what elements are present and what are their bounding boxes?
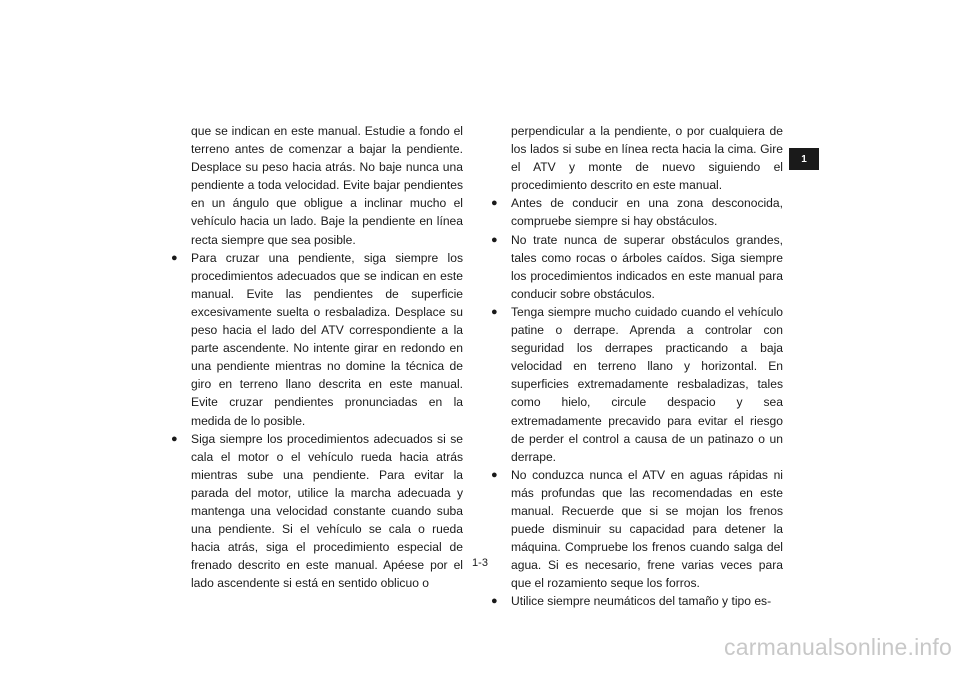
left-column xyxy=(171,122,463,592)
bullet-item xyxy=(491,231,783,303)
bullet-icon: ● xyxy=(491,233,498,246)
watermark: carmanualsonline.info xyxy=(724,634,952,660)
bullet-icon: ● xyxy=(491,305,498,318)
bullet-text: Antes de conducir en una zona desconocida, compruebe siempre si hay obstáculos. xyxy=(511,196,783,229)
bullet-text: No trate nunca de superar obstáculos grandes, tales como rocas o árboles caídos. Siga siempre los procedimientos indicados en este manual para conducir sobre obstáculos. xyxy=(511,232,783,301)
bullet-item xyxy=(171,249,463,430)
bullet-item xyxy=(491,303,783,466)
bullet-text: Tenga siempre mucho cuidado cuando el vehículo patine o derrape. Aprenda a controlar con seguridad los derrapes practicando a baja velocidad en terreno llano y horizontal. En superficies extremadamente resbaladizas, tales como hielo, circule despacio y sea extremadamente precavido para evitar el riesgo de perder el control a causa de un patinazo o un derrape. xyxy=(511,304,783,464)
chapter-tab: 1 xyxy=(789,148,819,170)
bullet-item xyxy=(491,466,783,593)
bullet-item xyxy=(491,194,783,230)
bullet-text: Utilice siempre neumáticos del tamaño y tipo es- xyxy=(511,594,772,609)
left-intro-paragraph: que se indican en este manual. Estudie a fondo el terreno antes de comenzar a bajar la pendiente. Desplace su peso hacia atrás. No baje nunca una pendiente a toda velocidad. Evite bajar pendientes en un ángulo que obligue a inclinar mucho el vehículo hacia un lado. Baje la pendiente en línea recta siempre que sea posible. xyxy=(191,124,463,247)
bullet-icon: ● xyxy=(171,251,178,264)
bullet-item xyxy=(491,592,783,610)
bullet-text: Para cruzar una pendiente, siga siempre los procedimientos adecuados que se indican en este manual. Evite las pendientes de superficie excesivamente suelta o resbaladiza. Desplace su peso hacia el lado del ATV correspondiente a la parte ascendente. No intente girar en redondo en una pendiente mientras no domine la técnica de giro en terreno llano descrita en este manual. Evite cruzar pendientes pronunciadas en la medida de lo posible. xyxy=(191,250,463,428)
right-column xyxy=(491,122,783,611)
page-number: 1-3 xyxy=(472,557,488,569)
bullet-text: Siga siempre los procedimientos adecuados si se cala el motor o el vehículo rueda hacia atrás mientras sube una pendiente. Para evitar la parada del motor, utilice la marcha adecuada y mantenga una velocidad constante cuando suba una pendiente. Si el vehículo se cala o rueda hacia atrás, siga el procedimiento especial de frenado descrito en este manual. Apéese por el lado ascendente si está en sentido oblicuo o xyxy=(191,431,463,591)
bullet-icon: ● xyxy=(491,595,498,608)
right-intro-paragraph: perpendicular a la pendiente, o por cualquiera de los lados si sube en línea recta hacia la cima. Gire el ATV y monte de nuevo siguiendo el procedimiento descrito en este manual. xyxy=(511,124,783,193)
bullet-icon: ● xyxy=(491,468,498,481)
bullet-icon: ● xyxy=(171,432,178,445)
bullet-icon: ● xyxy=(491,197,498,210)
bullet-text: No conduzca nunca el ATV en aguas rápidas ni más profundas que las recomendadas en este manual. Recuerde que si se mojan los frenos puede disminuir su capacidad para detener la máquina. Compruebe los frenos cuando salga del agua. Si es necesario, frene varias veces para que el rozamiento seque los forros. xyxy=(511,467,783,591)
